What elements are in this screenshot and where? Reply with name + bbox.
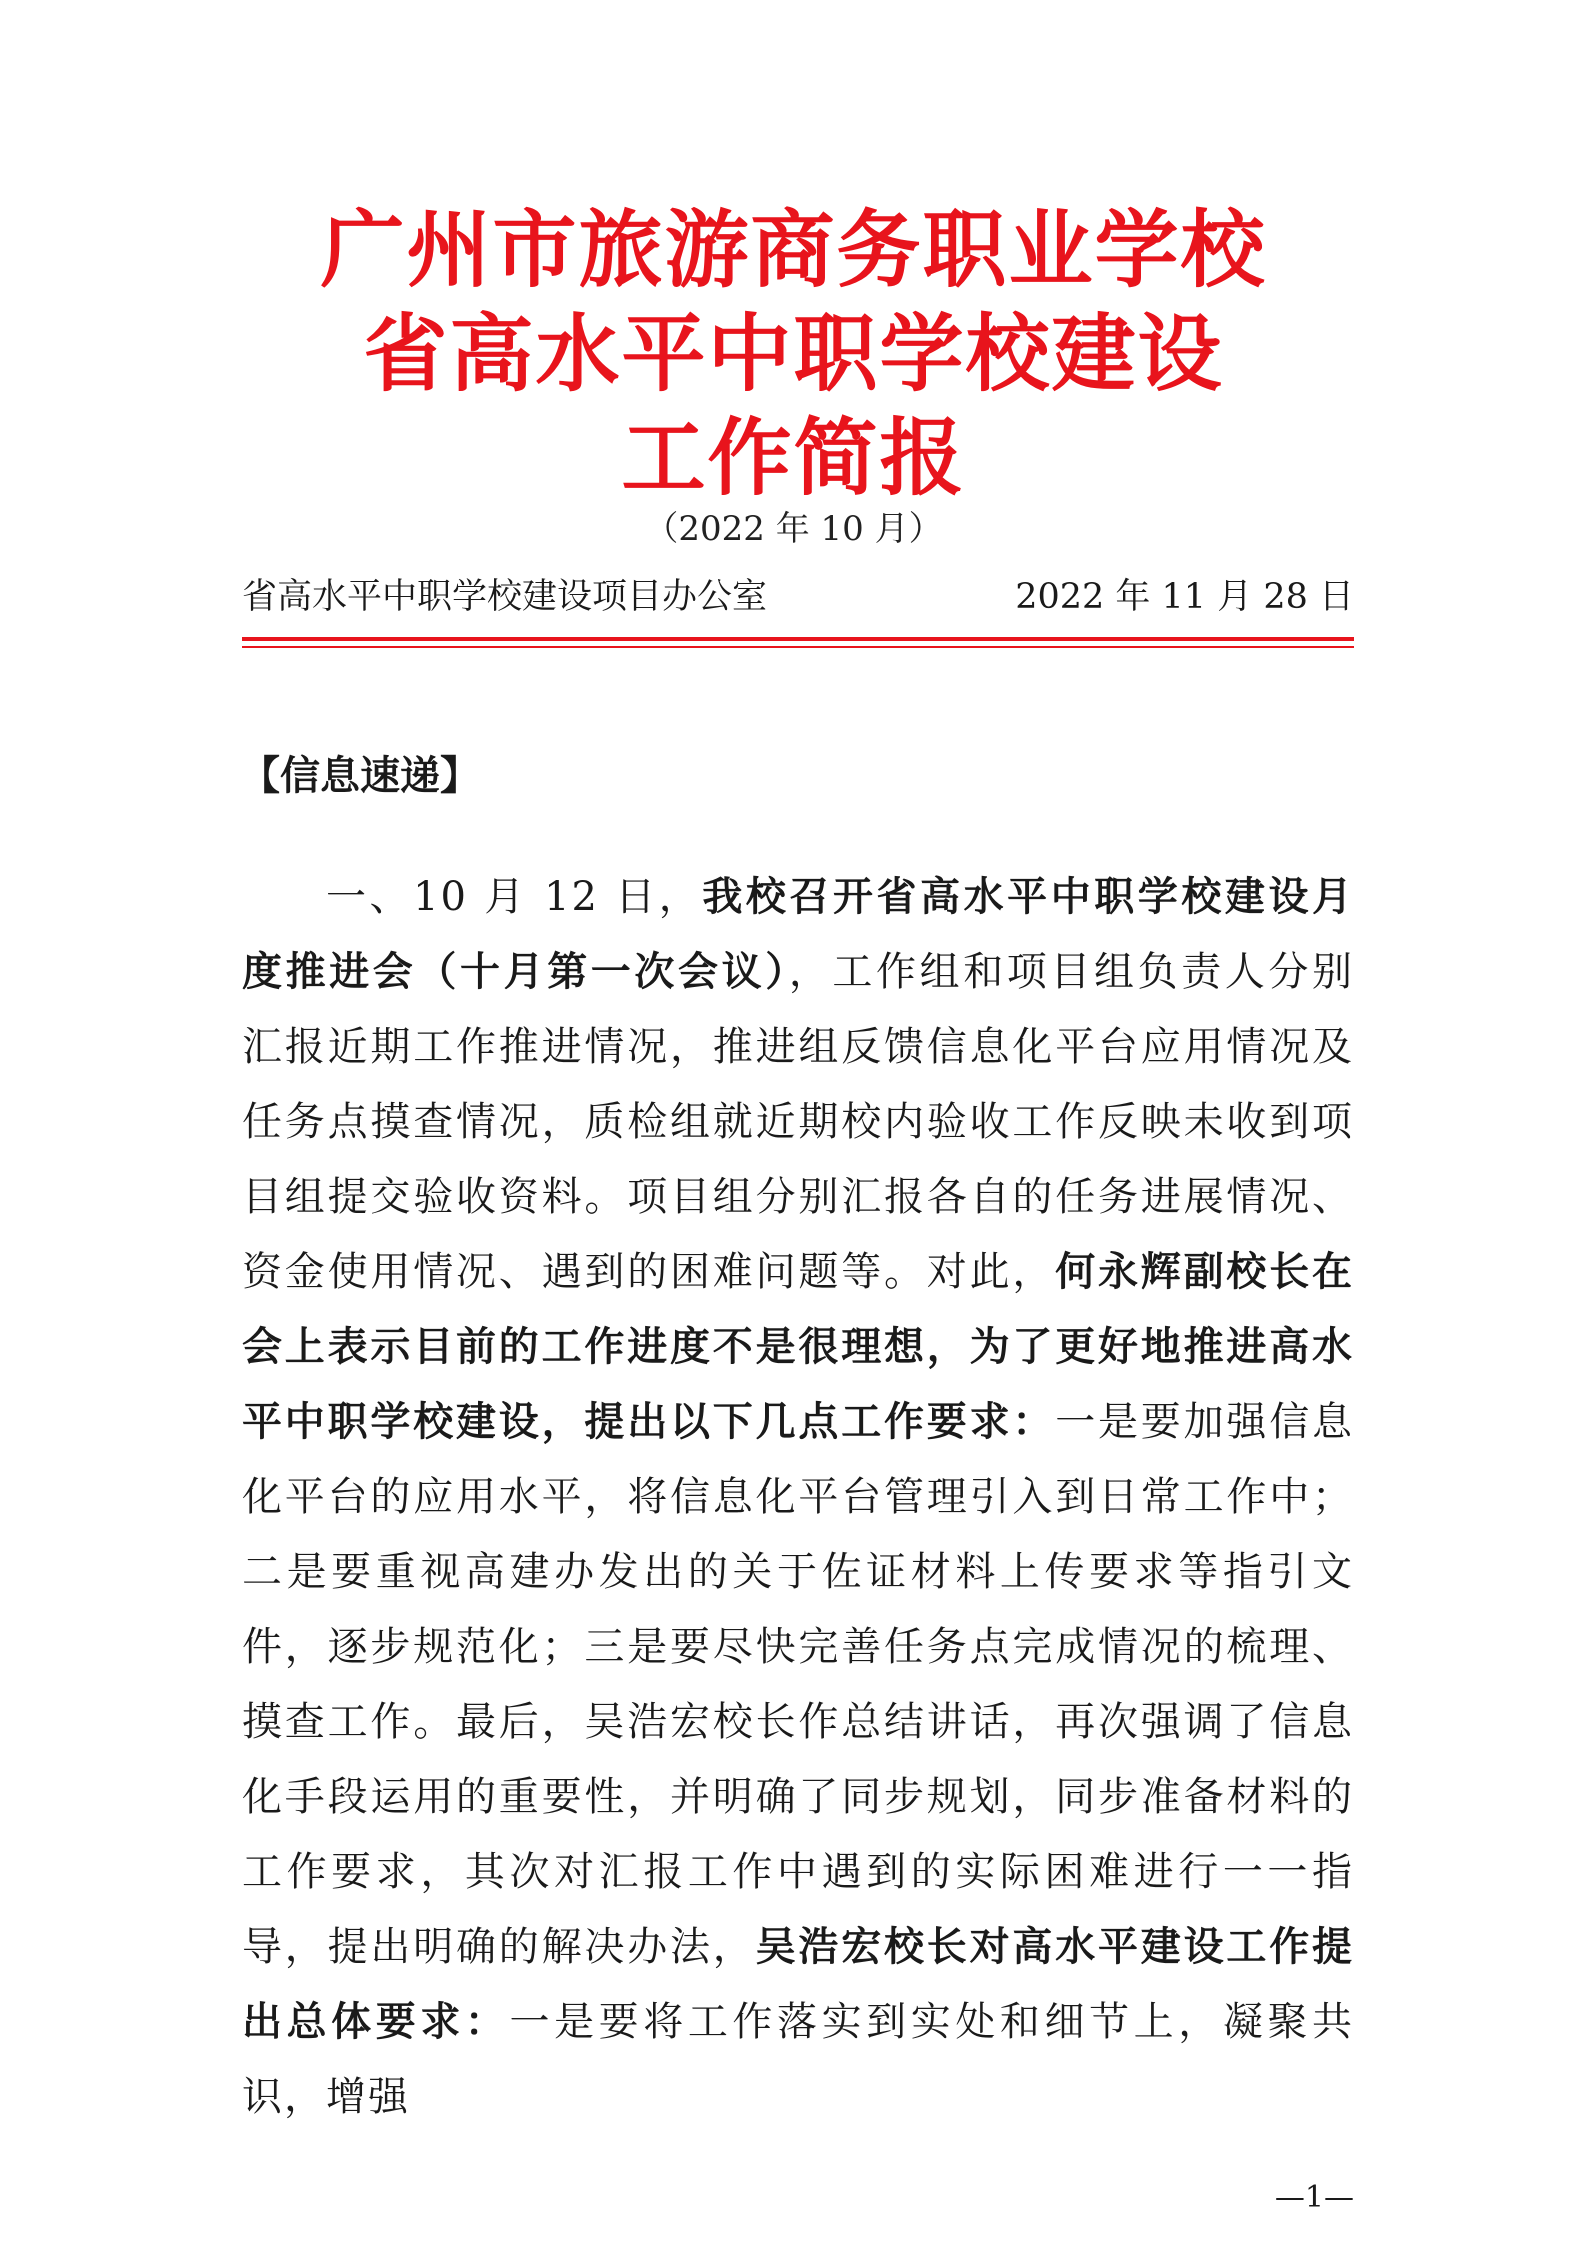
section-title: 【信息速递】 (240, 753, 480, 799)
body-paragraph (242, 860, 1354, 2135)
title-line-1: 广州市旅游商务职业学校 (320, 201, 1267, 299)
para-text: 一是要将工作落实到实处和细节上，凝聚共识，增强 (242, 1999, 1354, 2120)
para-text: 一、10 月 12 日， (326, 874, 703, 920)
para-bold-text: 吴浩宏校长对高水平建设工作提出总体要求： (242, 1924, 1355, 2045)
para-bold-text: 何永辉副校长在会上表示目前的工作进度不是很理想，为了更好地推进高水平中职学校建设，提出以下几点工作要求： (242, 1249, 1355, 1445)
title-line-3: 工作简报 (621, 409, 966, 507)
issue-date: 2022 年 11 月 28 日 (1015, 577, 1354, 617)
page-number: —1— (1274, 2180, 1354, 2215)
para-bold-text: 我校召开省高水平中职学校建设月度推进会（十月第一次会议） (242, 874, 1354, 995)
issuer: 省高水平中职学校建设项目办公室 (242, 577, 768, 617)
header-rule-thin (242, 646, 1354, 648)
title-line-2: 省高水平中职学校建设 (363, 305, 1224, 403)
issue-period: （2022 年 10 月） (644, 509, 943, 549)
para-text: 一是要加强信息化平台的应用水平，将信息化平台管理引入到日常工作中；二是要重视高建办发出的关于佐证材料上传要求等指引文件，逐步规范化；三是要尽快完善任务点完成情况的梳理、摸查工作。最后，吴浩宏校长作总结讲话，再次强调了信息化手段运用的重要性，并明确了同步规划，同步准备材料的工作要求，其次对汇报工作中遇到的实际困难进行一一指导，提出明确的解决办法， (242, 1399, 1355, 1970)
para-text: ，工作组和项目组负责人分别汇报近期工作推进情况，推进组反馈信息化平台应用情况及任务点摸查情况，质检组就近期校内验收工作反映未收到项目组提交验收资料。项目组分别汇报各自的任务进展情况、资金使用情况、遇到的困难问题等。对此， (242, 949, 1355, 1295)
header-rule-thick (242, 637, 1354, 641)
